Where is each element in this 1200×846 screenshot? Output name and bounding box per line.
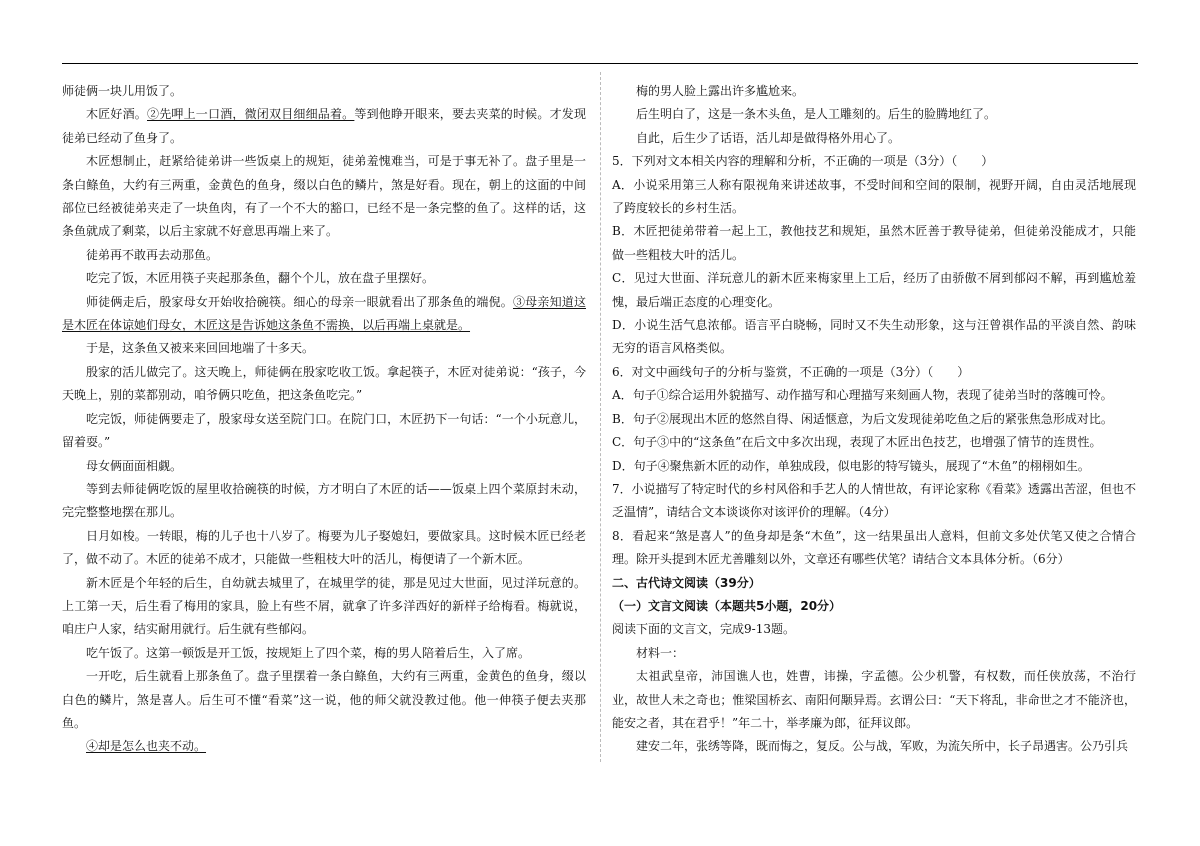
paragraph: 木匠想制止，赶紧给徒弟讲一些饭桌上的规矩，徒弟羞愧难当，可是于事无补了。盘子里是一条白鲦鱼，大约有三两重，金黄色的鱼身，缀以白色的鳞片，煞是好看。现在，朝上的这面的中间部位已经被徒弟夹走了一块鱼肉，有了一个不大的豁口，已经不是一条完整的鱼了。这样的话，这条鱼就成了剩菜，以后主家就不好意思再端上来了。: [62, 154, 586, 239]
option: A．句子①综合运用外貌描写、动作描写和心理描写来刻画人物，表现了徒弟当时的落魄可怜。: [612, 388, 1113, 403]
column-divider: [600, 72, 601, 762]
paragraph: 师徒俩一块儿用饭了。: [62, 84, 183, 98]
paragraph: [62, 735, 586, 758]
header-rule: [62, 63, 1138, 64]
paragraph: 后生明白了，这是一条木头鱼，是人工雕刻的。后生的脸腾地红了。: [636, 107, 997, 122]
subsection-heading: （一）文言文阅读（本题共5小题，20分）: [612, 598, 842, 613]
paragraph: 日月如梭。一转眼，梅的儿子也十八岁了。梅要为儿子娶媳妇，要做家具。这时候木匠已经老了，做不动了。木匠的徒弟不成才，只能做一些粗枝大叶的活儿，梅便请了一个新木匠。: [62, 528, 586, 567]
option: C．句子③中的“这条鱼”在后文中多次出现，表现了木匠出色技艺，也增强了情节的连贯性。: [612, 435, 1102, 450]
option: D．小说生活气息浓郁。语言平白晓畅，同时又不失生动形象，这与汪曾祺作品的平淡自然、韵味无穷的语言风格类似。: [612, 318, 1136, 356]
text: 等到他睁开眼来，要去夹菜的时候。才发现徒弟已经动了鱼身了。: [62, 107, 586, 145]
paragraph: 于是，这条鱼又被来来回回地端了十多天。: [86, 341, 315, 356]
section-heading: 二、古代诗文阅读（39分）: [612, 575, 761, 590]
option: A．小说采用第三人称有限视角来讲述故事，不受时间和空间的限制，视野开阔，自由灵活地展现了跨度较长的乡村生活。: [612, 177, 1136, 216]
question-7: 7．小说描写了特定时代的乡村风俗和手艺人的人情世故，有评论家称《看菜》透露出苦涩，但也不乏温情”，请结合文本谈谈你对该评价的理解。（4分）: [612, 481, 1136, 520]
question-5: 5．下列对文本相关内容的理解和分析，不正确的一项是（3分）（ ）: [612, 154, 994, 169]
underlined-sentence-2: ②先呷上一口酒，微闭双目细细品着。: [147, 107, 355, 122]
option: D．句子④聚焦新木匠的动作，单独成段，似电影的特写镜头，展现了“木鱼”的栩栩如生。: [612, 458, 1090, 473]
paragraph: 一开吃，后生就看上那条鱼了。盘子里摆着一条白鲦鱼，大约有三两重，金黄色的鱼身，缀以白色的鳞片，煞是喜人。后生可不懂“看菜”这一说，他的师父就没教过他。他一伸筷子便去夹那鱼。: [62, 669, 586, 730]
question-8: 8．看起来“煞是喜人”的鱼身却是条“木鱼”，这一结果虽出人意料，但前文多处伏笔又使之合情合理。除开头提到木匠尤善雕刻以外，文章还有哪些伏笔？请结合文本具体分析。（6分）: [612, 528, 1136, 567]
underlined-sentence-4: ④却是怎么也夹不动。: [86, 739, 207, 754]
left-column: [62, 80, 586, 759]
paragraph: 吃完了饭，木匠用筷子夹起那条鱼，翻个个儿，放在盘子里摆好。: [86, 271, 435, 286]
classical-text: 太祖武皇帝，沛国谯人也，姓曹，讳操，字孟德。公少机警，有权数，而任侠放荡，不治行业，故世人未之奇也；惟梁国桥玄、南阳何颙异焉。玄谓公曰：“天下将乱，非命世之才不能济也，能安之者，其在君乎！”年二十，举孝廉为郎，征拜议郎。: [612, 669, 1136, 730]
text: 师徒俩走后，殷家母女开始收拾碗筷。细心的母亲一眼就看出了那条鱼的端倪。: [86, 294, 513, 309]
paragraph: [62, 103, 586, 150]
option: C．见过大世面、洋玩意儿的新木匠来梅家里上工后，经历了由骄傲不屑到郁闷不解，再到尴尬羞愧，最后端正态度的心理变化。: [612, 271, 1136, 309]
option: B．木匠把徒弟带着一起上工，教他技艺和规矩，虽然木匠善于教导徒弟，但徒弟没能成才，只能做一些粗枝大叶的活儿。: [612, 224, 1136, 262]
paragraph: 徒弟再不敢再去动那鱼。: [86, 247, 219, 262]
paragraph: 吃完饭，师徒俩要走了，殷家母女送至院门口。在院门口，木匠扔下一句话：“一个小玩意儿，留着耍。”: [62, 411, 586, 450]
question-6: 6．对文中画线句子的分析与鉴赏，不正确的一项是（3分）（ ）: [612, 364, 970, 379]
underlined-sentence-3: ③母亲知道这是木匠在体谅她们母女，木匠这是告诉她这条鱼不需换，以后再端上桌就是。: [62, 294, 586, 333]
material-label: 材料一：: [636, 645, 685, 660]
paragraph: 吃午饭了。这第一顿饭是开工饭，按规矩上了四个菜，梅的男人陪着后生，入了席。: [86, 645, 531, 660]
paragraph: 等到去师徒俩吃饭的屋里收拾碗筷的时候，方才明白了木匠的话——饭桌上四个菜原封未动，完完整整地摆在那儿。: [62, 481, 586, 520]
option: B．句子②展现出木匠的悠然自得、闲适惬意，为后文发现徒弟吃鱼之后的紧张焦急形成对比。: [612, 411, 1113, 426]
paragraph: 新木匠是个年轻的后生，自幼就去城里了，在城里学的徒，那是见过大世面，见过洋玩意的。上工第一天，后生看了梅用的家具，脸上有些不屑，就拿了许多洋西好的新样子给梅看。梅就说，咱庄户人家，结实耐用就行。后生就有些郁闷。: [62, 575, 586, 637]
paragraph: 殷家的活儿做完了。这天晚上，师徒俩在殷家吃收工饭。拿起筷子，木匠对徒弟说：“孩子，今天晚上，别的菜都别动，咱爷俩只吃鱼，把这条鱼吃完。”: [62, 364, 586, 403]
instruction: 阅读下面的文言文，完成9-13题。: [612, 622, 795, 637]
classical-text: 建安二年，张绣等降，既而悔之，复反。公与战，军败，为流矢所中，长子昂遇害。公乃引兵: [636, 739, 1129, 754]
right-column: [612, 80, 1136, 759]
paragraph: [62, 291, 586, 338]
paragraph: 母女俩面面相觑。: [86, 458, 183, 473]
paragraph: 自此，后生少了话语，活儿却是做得格外用心了。: [636, 130, 901, 145]
text: 木匠好酒。: [86, 107, 147, 122]
paragraph: 梅的男人脸上露出许多尴尬来。: [636, 84, 805, 98]
